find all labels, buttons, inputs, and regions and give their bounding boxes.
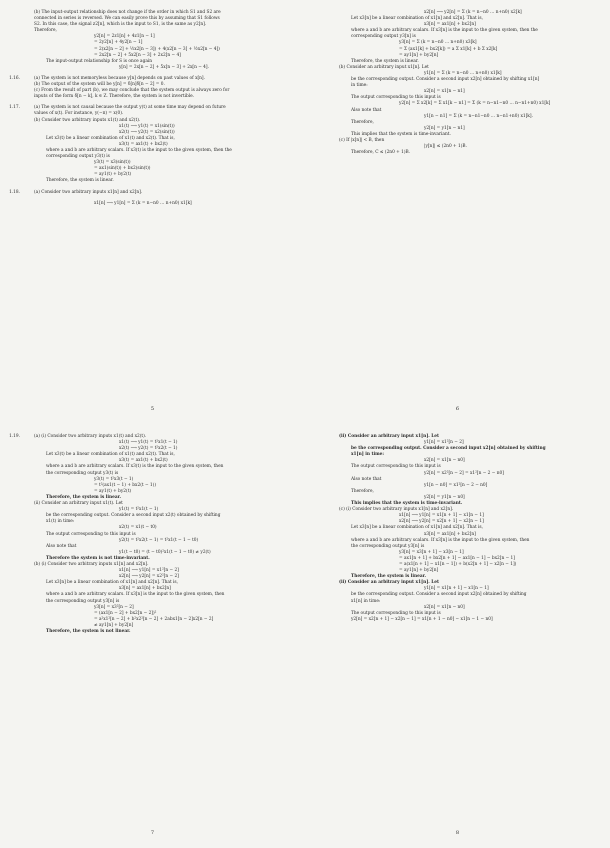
line-text: y1[n − n1] = Σ (k = n−n1−n0 … n−n1+n0) x1[k].	[424, 113, 533, 119]
line-text: = 2y2[n] + 4y2[n − 1]	[94, 40, 143, 46]
line-text: (ii) Consider an arbitrary input x1[n]. Let	[339, 580, 440, 586]
line-text: Therefore,	[351, 119, 374, 125]
line-text: y2(t) = t²x2(t − 1) = t²x1(t − 1 − t0)	[119, 537, 199, 543]
line-text: = a²x1²[n − 2] + b²x2²[n − 2] + 2abx1[n − 2]x2[n − 2]	[94, 616, 214, 622]
line-text: x2(t) = x1(t − t0)	[119, 525, 157, 531]
line-text: y2[n] = x2²[n − 2] = x1²[n − 2 − n0]	[424, 470, 504, 476]
line-text: where a and b are arbitrary scalars. If x3(t) is the input to the given system, then	[46, 464, 224, 470]
page-body	[329, 434, 596, 623]
line-text: S2. In this case, the signal z2[n], which is the input to S1, is the same as y2[n].	[34, 22, 207, 28]
line-text: Let x3(t) be a linear combination of x1(t) and x2(t). That is,	[46, 452, 175, 458]
line-text: (b) Consider an arbitrary input x1[n]. Let	[339, 64, 429, 70]
line-text: (a) The system is not memoryless because y[n] depends on past values of x[n].	[34, 75, 205, 81]
line-text: = 2(x2[n − 2] + ½x2[n − 3]) + 4(x2[n − 3] + ½x2[n − 4])	[94, 46, 220, 52]
line-text: x1[n] ⟶ y1[n] = Σ (k = n−n0 … n+n0) x1[k]	[94, 200, 192, 206]
line-text: (a) (i) Consider two arbitrary inputs x1(t) and x2(t).	[34, 434, 147, 439]
problem-number: 1.17.	[9, 105, 20, 111]
text-line	[9, 75, 291, 82]
line-text: = ay1[n] + by2[n]	[399, 52, 439, 58]
line-text: x2[n] ⟶ y2[n] = Σ (k = n−n0 … n+n0) x2[k]	[424, 10, 522, 15]
line-text: connected in series is reversed. We can easily prove this by assuming that S1 follows	[34, 16, 220, 22]
text-line	[9, 434, 291, 440]
line-text: x1[n] ⟶ y1[n] = x1²[n − 2]	[119, 568, 179, 574]
line-text: inputs of the form δ[n − k], k ∈ Z. Therefore, the system is not invertible.	[34, 94, 195, 100]
problem-number: 1.19.	[9, 434, 20, 439]
line-text: Let x3[n] be a linear combination of x1[n] and x2[n]. That is,	[351, 525, 483, 531]
line-text: (b) (i) Consider two arbitrary inputs x1[n] and x2[n].	[34, 561, 149, 567]
text-line	[9, 105, 291, 111]
line-text: x1[n] in time:	[351, 598, 381, 604]
equation-line	[24, 201, 291, 207]
line-text: y2[n] = Σ x2[k] = Σ x1[k − n1] = Σ (k = n−n1−n0 … n−n1+n0) x1[k]	[399, 101, 551, 107]
line-text: be the corresponding output. Consider a second input x2[n] obtained by shifting	[351, 446, 546, 452]
line-text: = t²(ax1(t − 1) + bx2(t − 1))	[94, 482, 157, 488]
line-text: = ay1(t) + by2(t)	[94, 172, 132, 178]
line-text: = (ax1[n − 2] + bx2[n − 2])²	[94, 610, 157, 616]
line-text: x3[n] = ax1[n] + bx2[n]	[424, 531, 476, 537]
line-text: Therefore, C ≤ (2n0 + 1)B.	[351, 150, 411, 156]
line-text: = ay1[n] + by2[n]	[399, 568, 439, 574]
line-text: Let x3[n] be a linear combination of x1[n] and x2[n]. That is,	[46, 580, 178, 586]
page-number: 8	[455, 829, 460, 836]
line-text: = ay1(t) + by2(t)	[94, 488, 132, 494]
page-number: 5	[150, 405, 155, 412]
page-body	[329, 10, 596, 156]
line-text: Let x3(t) be a linear combination of x1(t) and x2(t). That is,	[46, 135, 175, 141]
line-text: |y[n]| ≤ (2n0 + 1)B.	[424, 144, 467, 150]
page-8	[305, 424, 610, 848]
page-number: 6	[455, 405, 460, 412]
line-text: y2[n] = x2[n + 1] − x2[n − 1] = x1[n + 1 − n0] − x1[n − 1 − n0]	[351, 616, 493, 622]
line-text: be the corresponding output. Consider a second input x2[n] obtained by shifting	[351, 592, 527, 598]
line-text: y1(t) = t²x1(t − 1)	[119, 507, 159, 513]
line-text: The output corresponding to this input is	[46, 531, 136, 537]
line-text: x1(t) ⟶ y1(t) = t²x1(t − 1)	[119, 440, 178, 446]
line-text: Therefore, the system is linear.	[46, 178, 114, 184]
line-text: Therefore, the system is linear.	[351, 58, 419, 64]
line-text: y3[n] = x3²[n − 2]	[94, 604, 134, 610]
line-text: where a and b are arbitrary scalars. If x3[n] is the input to the given system, then	[351, 537, 530, 543]
line-text: values of x(t). For instance, y(−π) = x(0).	[34, 111, 124, 117]
problem-number: 1.18.	[9, 189, 20, 195]
line-text: y1[n] = Σ (k = n−n0 … n+n0) x1[k]	[424, 70, 502, 76]
line-text: y1[n − n0] = x1²[n − 2 − n0]	[424, 482, 488, 488]
page-6	[305, 0, 610, 424]
line-text: the corresponding output y3[n] is	[351, 543, 425, 549]
line-text: Therefore the system is not time-invariant.	[46, 555, 150, 561]
line-text: corresponding output y3[n] is	[351, 34, 416, 40]
line-text: y[n] = 2x[n − 2] + 5x[n − 3] + 2x[n − 4].	[119, 64, 209, 70]
line-text: y3(t) = t²x3(t − 1)	[94, 476, 134, 482]
text-line	[329, 617, 596, 623]
page-body	[9, 434, 291, 635]
line-text: (b) The output of the system will be y[n] = δ[n]δ[n − 2] = 0.	[34, 82, 165, 88]
line-text: (a) The system is not causal because the output y(t) at some time may depend on future	[34, 105, 226, 111]
line-text: x3(t) = ax1(t) + bx2(t)	[119, 141, 168, 147]
line-text: y1[n] = x1[n + 1] − x1[n − 1]	[424, 586, 489, 592]
page-number: 7	[150, 829, 155, 836]
line-text: (c) From the result of part (b), we may conclude that the system output is always zero for	[34, 88, 230, 94]
line-text: This implies that the system is time-invariant.	[351, 501, 463, 507]
line-text: = Σ (ax1[k] + bx2[k]) = a Σ x1[k] + b Σ x2[k]	[399, 46, 498, 52]
line-text: ≠ ay1[n] + by2[n]	[94, 622, 134, 628]
line-text: Therefore,	[351, 488, 374, 494]
line-text: (ii) Consider an arbitrary input x1[n]. Let	[339, 434, 440, 439]
line-text: be the corresponding output. Consider a second input x2[n] obtained by shifting x1[n]	[351, 77, 540, 83]
line-text: Also note that	[351, 476, 382, 482]
line-text: (a) Consider two arbitrary inputs x1[n] and x2[n].	[34, 189, 143, 195]
line-text: = ax1[n + 1] + bx2[n + 1] − ax1[n − 1] − bx2[n − 1]	[399, 555, 515, 561]
line-text: x3[n] = ax1[n] + bx2[n]	[119, 586, 171, 592]
line-text: corresponding output y3(t) is	[46, 154, 110, 160]
line-text: y2[n] = 2z1[n] + 4z1[n − 1]	[94, 34, 155, 40]
line-text: x2(t) ⟶ y2(t) = t²x2(t − 1)	[119, 446, 178, 452]
line-text: (c) (i) Consider two arbitrary inputs x1[n] and x2[n].	[339, 507, 454, 513]
line-text: y3[n] = x3[n + 1] − x3[n − 1]	[399, 549, 464, 555]
line-text: where a and b are arbitrary scalars. If x3[n] is the input to the given system, then the	[351, 28, 538, 34]
line-text: y2[n] = y1[n − n0]	[424, 494, 465, 500]
line-text: Therefore, the system is not linear.	[46, 629, 131, 634]
line-text: (ii) Consider an arbitrary input x1(t). Let	[34, 501, 123, 507]
line-text: x2[n] ⟶ y2[n] = x2[n + 1] − x2[n − 1]	[399, 519, 484, 525]
line-text: x2(t) ⟶ y2(t) = x2(sin(t))	[119, 129, 175, 135]
page-body	[9, 10, 291, 207]
line-text: the corresponding output y3[n] is	[46, 598, 120, 604]
line-text: x1[n] in time:	[351, 452, 384, 458]
line-text: The output corresponding to this input is	[351, 464, 441, 470]
line-text: The input-output relationship for S is once again	[46, 58, 153, 64]
line-text: y3(t) = x3(sin(t))	[94, 160, 131, 166]
text-line	[24, 629, 291, 635]
line-text: (c) If |x[n]| < B, then	[339, 137, 385, 143]
line-text: Therefore, the system is linear.	[351, 574, 427, 580]
line-text: Therefore,	[34, 28, 57, 34]
line-text: where a and b are arbitrary scalars. If x3[n] is the input to the given system, then	[46, 592, 225, 598]
line-text: (b) Consider two arbitrary inputs x1(t) and x2(t).	[34, 117, 141, 123]
line-text: Therefore, the system is linear.	[46, 494, 122, 500]
page-5	[0, 0, 305, 424]
line-text: Also note that	[46, 543, 77, 549]
page-7	[0, 424, 305, 848]
line-text: The output corresponding to this input is	[351, 95, 441, 101]
line-text: y2[n] = y1[n − n1]	[424, 125, 465, 131]
line-text: x2[n] = x1[n − n0]	[424, 458, 465, 464]
text-line	[9, 189, 291, 196]
line-text: in time:	[351, 83, 368, 89]
line-text: = 2x2[n − 2] + 5x2[n − 3] + 2x2[n − 4]	[94, 52, 181, 58]
line-text: where a and b are arbitrary scalars. If x3(t) is the input to the given system, then the	[46, 147, 232, 153]
line-text: y1(t − t0) = (t − t0)²x1(t − 1 − t0) ≠ y2(t)	[119, 549, 211, 555]
line-text: x2[n] ⟶ y2[n] = x2²[n − 2]	[119, 574, 179, 580]
line-text: = ax1(sin(t)) + bx2(sin(t))	[94, 166, 151, 172]
line-text: x1(t) ⟶ y1(t) = x1(sin(t))	[119, 123, 175, 129]
text-line	[329, 150, 596, 156]
line-text: Let x3[n] be a linear combination of x1[n] and x2[n]. That is,	[351, 16, 483, 22]
line-text: be the corresponding output. Consider a second input x2(t) obtained by shifting	[46, 513, 221, 519]
problem-number: 1.16.	[9, 75, 20, 81]
line-text: Also note that	[351, 107, 382, 113]
line-text: x3(t) = ax1(t) + bx2(t)	[119, 458, 168, 464]
line-text: y3[n] = Σ (k = n−n0 … n+n0) x3[k]	[399, 40, 477, 46]
line-text: x2[n] = x1[n − n0]	[424, 604, 465, 610]
line-text: The output corresponding to this input is	[351, 610, 441, 616]
line-text: (b) The input-output relationship does not change if the order in which S1 and S2 are	[34, 10, 221, 15]
line-text: y1[n] = x1²[n − 2]	[424, 440, 464, 446]
line-text: = a(x1[n + 1] − x1[n − 1]) + b(x2[n + 1] − x2[n − 1])	[399, 561, 517, 567]
line-text: the corresponding output y3(t) is	[46, 470, 119, 476]
line-text: x1[n] ⟶ y1[n] = x1[n + 1] − x1[n − 1]	[399, 513, 484, 519]
line-text: x3[n] = ax1[n] + bx2[n]	[424, 22, 476, 28]
line-text: x2[n] = x1[n − n1]	[424, 89, 465, 95]
line-text: This implies that the system is time-invariant.	[351, 131, 451, 137]
line-text: x1(t) in time:	[46, 519, 75, 525]
